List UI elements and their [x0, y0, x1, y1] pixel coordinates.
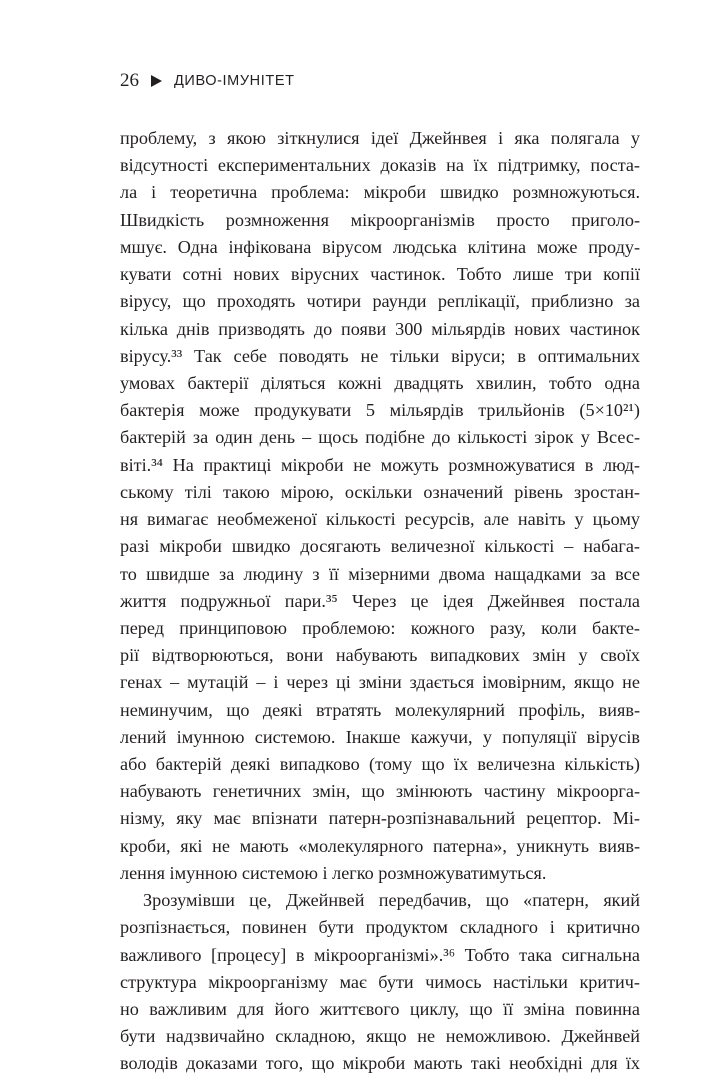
- text-line: рії відтворюються, вони набувають випадкових змін у своїх: [120, 645, 640, 666]
- text-line: розпізнається, повинен бути продуктом складного і критично: [120, 917, 640, 938]
- text-line: неминучим, що деякі втратять молекулярний профіль, вияв-: [120, 699, 640, 720]
- text-line: бути надзвичайно складною, якщо не неможливою. Джейнвей: [120, 1026, 640, 1047]
- running-head: [120, 70, 295, 92]
- text-line: мшує. Одна інфікована вірусом людська клітина може проду-: [120, 236, 640, 257]
- text-line: бактерія може продукувати 5 мільярдів трильйонів (5×10²¹): [120, 400, 640, 421]
- text-line: життя подружньої пари.³⁵ Через це ідея Джейнвея постала: [120, 590, 640, 611]
- text-line: віті.³⁴ На практиці мікроби не можуть розмножуватися в люд-: [120, 454, 640, 475]
- text-line: ла і теоретична проблема: мікроби швидко розмножуються.: [120, 182, 640, 203]
- text-line: проблему, з якою зіткнулися ідеї Джейнвея і яка полягала у: [120, 128, 640, 148]
- book-title: ДИВО-ІМУНІТЕТ: [174, 73, 295, 89]
- body-text: [120, 125, 640, 1078]
- text-line: важливого [процесу] в мікроорганізмі».³⁶ Тобто така сигнальна: [120, 944, 640, 965]
- text-line: генах – мутацій – і через ці зміни здається імовірним, якщо не: [120, 672, 640, 693]
- text-line: бактерій за один день – щось подібне до кількості зірок у Всес-: [120, 427, 640, 448]
- text-line: структура мікроорганізму має бути чимось настільки критич-: [120, 971, 640, 992]
- text-line: Швидкість розмноження мікроорганізмів просто приголо-: [120, 209, 640, 230]
- text-line: разі мікроби швидко досягають величезної кількості – набага-: [120, 536, 640, 557]
- text-line: або бактерій деякі випадково (тому що їх величезна кількість): [120, 754, 640, 775]
- text-line: но важливим для його життєвого циклу, що її зміна повинна: [120, 999, 640, 1019]
- text-line: кроби, які не мають «молекулярного патерна», уникнуть вияв-: [120, 835, 640, 856]
- text-line: перед принциповою проблемою: кожного разу, коли бакте-: [120, 617, 640, 638]
- text-line: Зрозумівши це, Джейнвей передбачив, що «патерн, який: [143, 890, 640, 911]
- text-line: кілька днів призводять до появи 300 мільярдів нових частинок: [120, 318, 640, 339]
- text-line: кувати сотні нових вірусних частинок. Тобто лише три копії: [120, 264, 640, 285]
- page-number: 26: [120, 70, 139, 91]
- text-line: лений імунною системою. Інакше кажучи, у популяції вірусів: [120, 726, 640, 747]
- text-line: ня вимагає необмеженої кількості ресурсів, але навіть у цьому: [120, 509, 640, 530]
- text-line: вірусу, що проходять чотири раунди реплікації, приблизно за: [120, 291, 640, 312]
- text-line: нізму, яку має впізнати патерн-розпізнавальний рецептор. Мі-: [120, 808, 640, 829]
- text-line: то швидше за людину з її мізерними двома нащадками за все: [120, 563, 640, 584]
- text-line: вірусу.³³ Так себе поводять не тільки віруси; в оптимальних: [120, 345, 640, 366]
- text-line: ському тілі такою мірою, оскільки означений рівень зростан-: [120, 481, 640, 502]
- text-line: лення імунною системою і легко розмножуватимуться.: [120, 862, 547, 883]
- text-line: володів доказами того, що мікроби мають такі необхідні для їх: [120, 1053, 640, 1074]
- text-line: відсутності експериментальних доказів на їх підтримку, поста-: [120, 155, 640, 176]
- text-line: умовах бактерії діляться кожні двадцять хвилин, тобто одна: [120, 372, 640, 393]
- text-line: набувають генетичних змін, що змінюють частину мікроорга-: [120, 781, 640, 802]
- triangle-icon: [151, 75, 162, 87]
